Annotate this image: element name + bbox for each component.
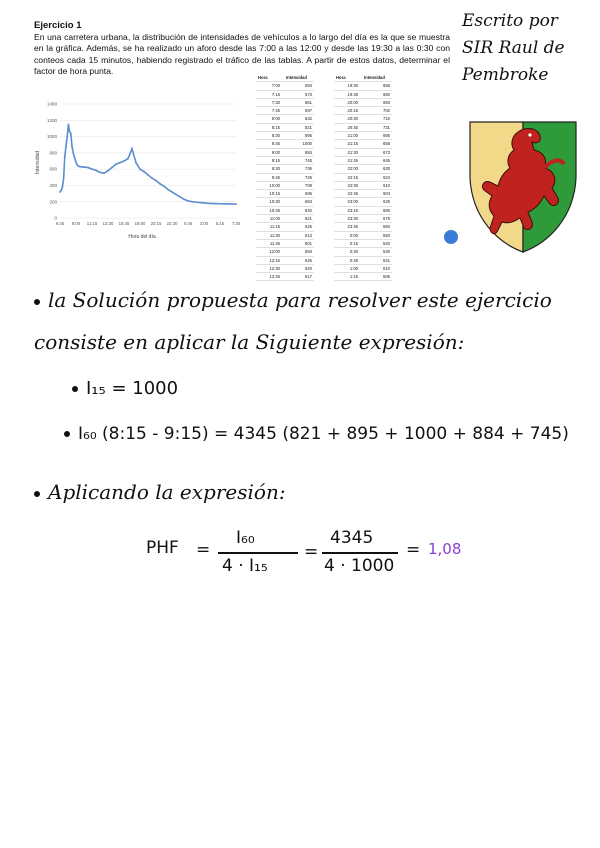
- table-header-row: [334, 74, 392, 82]
- bullet-dot-icon: [34, 491, 40, 497]
- chart-point: [64, 155, 66, 157]
- table-row: [256, 123, 314, 131]
- table-cell-intensidad: 695: [305, 191, 312, 197]
- table-cell-hora: 20:45: [347, 124, 358, 130]
- table-cell-intensidad: 736: [305, 166, 312, 172]
- table-row: [256, 181, 314, 189]
- table-row: [334, 206, 392, 214]
- table-row: [256, 156, 314, 164]
- table-row: [334, 223, 392, 231]
- table-cell-hora: 9:30: [271, 166, 280, 172]
- chart-point: [95, 169, 97, 171]
- table-cell-intensidad: 725: [305, 174, 312, 180]
- table-cell-hora: 20:30: [347, 116, 358, 122]
- table-row: [334, 239, 392, 247]
- table-cell-intensidad: 663: [305, 199, 312, 205]
- solution-intro-line-1: [34, 288, 552, 312]
- table-row: [256, 256, 314, 264]
- table-header-hora: Hora: [336, 75, 346, 80]
- table-cell-intensidad: 745: [305, 157, 312, 163]
- table-cell-intensidad: 601: [305, 240, 312, 246]
- table-cell-intensidad: 561: [305, 99, 312, 105]
- table-row: [256, 115, 314, 123]
- chart-point: [147, 174, 149, 176]
- chart-x-tick-label: 13:30: [102, 221, 114, 226]
- chart-x-tick-label: 18:00: [134, 221, 146, 226]
- table-row: [334, 90, 392, 98]
- table-cell-hora: 12:30: [269, 265, 280, 271]
- chart-point: [199, 202, 201, 204]
- table-cell-hora: 9:45: [271, 174, 280, 180]
- chart-x-label: Hora del día: [128, 234, 156, 240]
- chart-y-tick-label: 1400: [46, 101, 57, 107]
- chart-point: [69, 131, 71, 133]
- chart-point: [155, 180, 157, 182]
- chart-point: [151, 177, 153, 179]
- chart-point: [227, 203, 229, 205]
- table-row: [256, 223, 314, 231]
- table-row: [334, 273, 392, 281]
- chart-point: [235, 203, 237, 205]
- table-cell-hora: 10:30: [269, 199, 280, 205]
- chart-point: [123, 160, 125, 162]
- chart-x-tick-label: 22:30: [166, 221, 178, 226]
- table-cell-hora: 7:45: [271, 108, 280, 114]
- equation-i60-text: I₆₀ (8:15 - 9:15) = 4345 (821 + 895 + 1000 + 884 + 745): [78, 424, 569, 444]
- chart-point: [63, 178, 65, 180]
- table-row: [256, 198, 314, 206]
- chart-point: [107, 170, 109, 172]
- exercise-text: En una carretera urbana, la distribución de intensidades de vehículos a lo largo del día es la que se muestra en la gráfica. Además, se ha realizado un aforo desde las 7:00 a las 12:00 y desde las 19:30 a las 0:30 con conteos cada 15 minutos, habiendo registrado el tráfico de las tablas. A partir de estos datos, determinar el factor de hora punta.: [34, 32, 450, 77]
- table-row: [256, 165, 314, 173]
- table-row: [334, 256, 392, 264]
- table-cell-hora: 9:00: [271, 149, 280, 155]
- table-row: [334, 132, 392, 140]
- chart-y-tick-label: 600: [49, 166, 57, 172]
- table-row: [256, 239, 314, 247]
- table-cell-hora: 21:15: [347, 141, 358, 147]
- chart-y-label: Intensidad: [35, 150, 41, 174]
- chart-point: [183, 198, 185, 200]
- chart-point: [175, 193, 177, 195]
- phf-result: 1,08: [428, 540, 462, 558]
- table-cell-hora: 12:00: [269, 249, 280, 255]
- chart-point: [59, 191, 61, 193]
- table-row: [334, 198, 392, 206]
- chart-point: [211, 203, 213, 205]
- table-cell-intensidad: 530: [383, 249, 390, 255]
- coat-of-arms-shield-icon: [468, 118, 578, 254]
- applying-expression-text: Aplicando la expresión:: [48, 480, 286, 504]
- table-cell-hora: 9:15: [271, 157, 280, 163]
- chart-x-tick-label: 9:00: [71, 221, 81, 226]
- table-cell-intensidad: 617: [305, 274, 312, 280]
- table-cell-intensidad: 604: [383, 191, 390, 197]
- table-row: [334, 148, 392, 156]
- chart-point: [223, 203, 225, 205]
- table-row: [334, 181, 392, 189]
- table-cell-hora: 20:00: [347, 99, 358, 105]
- table-cell-intensidad: 560: [383, 224, 390, 230]
- table-cell-hora: 21:30: [347, 149, 358, 155]
- chart-point: [207, 202, 209, 204]
- table-cell-hora: 7:30: [271, 99, 280, 105]
- chart-x-tick-label: 7:30: [231, 221, 241, 226]
- chart-point: [187, 200, 189, 202]
- table-cell-intensidad: 540: [383, 240, 390, 246]
- table-row: [334, 215, 392, 223]
- table-cell-intensidad: 658: [383, 141, 390, 147]
- table-cell-intensidad: 521: [383, 257, 390, 263]
- chart-point: [87, 167, 89, 169]
- solution-intro-line-2: consiste en aplicar la Siguiente expresión:: [34, 330, 465, 354]
- table-cell-intensidad: 685: [383, 133, 390, 139]
- equation-i60: [64, 424, 569, 444]
- table-cell-intensidad: 610: [383, 182, 390, 188]
- table-cell-intensidad: 821: [305, 124, 312, 130]
- chart-point: [66, 136, 68, 138]
- table-cell-hora: 22:30: [347, 182, 358, 188]
- table-cell-intensidad: 510: [383, 265, 390, 271]
- table-cell-hora: 10:00: [269, 182, 280, 188]
- fraction1-numerator: I₆₀: [236, 528, 255, 548]
- table-cell-hora: 0:45: [349, 257, 358, 263]
- chart-point: [195, 201, 197, 203]
- table-row: [256, 140, 314, 148]
- table-row: [256, 107, 314, 115]
- chart-point: [219, 203, 221, 205]
- table-cell-hora: 19:30: [347, 83, 358, 89]
- chart-y-tick-label: 400: [49, 183, 57, 189]
- table-cell-hora: 11:15: [269, 224, 280, 230]
- fraction1-denominator: 4 · I₁₅: [222, 556, 268, 576]
- chart-point: [83, 166, 85, 168]
- table-cell-hora: 23:15: [347, 207, 358, 213]
- chart-point: [163, 185, 165, 187]
- chart-x-tick-label: 0:45: [183, 221, 193, 226]
- table-cell-intensidad: 884: [305, 149, 312, 155]
- table-cell-hora: 10:15: [269, 191, 280, 197]
- table-row: [256, 148, 314, 156]
- chart-point: [79, 166, 81, 168]
- table-row: [256, 206, 314, 214]
- equals-sign: =: [304, 542, 319, 562]
- table-cell-intensidad: 620: [305, 265, 312, 271]
- table-cell-intensidad: 673: [383, 149, 390, 155]
- chart-point: [91, 168, 93, 170]
- table-cell-intensidad: 621: [305, 216, 312, 222]
- applying-expression-line: [34, 480, 286, 504]
- table-cell-intensidad: 550: [383, 232, 390, 238]
- intensity-chart: [34, 98, 242, 240]
- equation-i15: [72, 378, 178, 399]
- table-cell-hora: 0:15: [349, 240, 358, 246]
- table-cell-hora: 8:00: [271, 116, 280, 122]
- fraction2-denominator: 4 · 1000: [324, 556, 395, 576]
- chart-x-tick-label: 5:15: [215, 221, 225, 226]
- table-cell-hora: 21:00: [347, 133, 358, 139]
- table-row: [256, 215, 314, 223]
- chart-point: [70, 132, 72, 134]
- exercise-title: Ejercicio 1: [34, 20, 82, 31]
- table-cell-hora: 23:00: [347, 199, 358, 205]
- chart-point: [131, 148, 133, 150]
- table-cell-intensidad: 708: [305, 182, 312, 188]
- table-row: [256, 82, 314, 90]
- table-cell-hora: 8:45: [271, 141, 280, 147]
- chart-point: [115, 163, 117, 165]
- table-row: [256, 90, 314, 98]
- table-row: [256, 231, 314, 239]
- table-cell-hora: 0:30: [349, 249, 358, 255]
- table-cell-hora: 11:30: [269, 232, 280, 238]
- table-cell-hora: 19:45: [347, 91, 358, 97]
- blue-marker-dot: [444, 230, 458, 244]
- chart-y-tick-label: 1200: [46, 117, 57, 123]
- table-row: [334, 173, 392, 181]
- table-cell-hora: 22:45: [347, 191, 358, 197]
- chart-point: [74, 156, 76, 158]
- chart-point: [103, 172, 105, 174]
- chart-point: [143, 171, 145, 173]
- table-header-row: [256, 74, 314, 82]
- chart-point: [127, 158, 129, 160]
- table-row: [334, 115, 392, 123]
- chart-point: [139, 168, 141, 170]
- table-row: [256, 248, 314, 256]
- table-cell-intensidad: 645: [383, 157, 390, 163]
- table-cell-hora: 8:15: [271, 124, 280, 130]
- fraction2-bar: [322, 552, 398, 554]
- table-cell-hora: 21:45: [347, 157, 358, 163]
- fraction1-bar: [218, 552, 298, 554]
- chart-point: [203, 202, 205, 204]
- table-cell-intensidad: 505: [383, 274, 390, 280]
- fraction2-numerator: 4345: [330, 528, 374, 548]
- table-cell-hora: 10:45: [269, 207, 280, 213]
- chart-grid: [60, 104, 236, 218]
- table-cell-hora: 1:15: [349, 274, 358, 280]
- table-cell-hora: 23:30: [347, 216, 358, 222]
- table-cell-intensidad: 625: [383, 199, 390, 205]
- table-cell-intensidad: 593: [305, 249, 312, 255]
- chart-y-tick-label: 800: [49, 150, 57, 156]
- table-cell-intensidad: 702: [383, 108, 390, 114]
- table-cell-intensidad: 625: [305, 224, 312, 230]
- table-cell-intensidad: 625: [305, 257, 312, 263]
- table-cell-intensidad: 630: [383, 166, 390, 172]
- table-cell-hora: 12:15: [269, 257, 280, 263]
- table-cell-intensidad: 613: [305, 232, 312, 238]
- chart-point: [65, 145, 67, 147]
- table-cell-intensidad: 693: [383, 99, 390, 105]
- exercise-block: [34, 20, 450, 78]
- table-cell-hora: 22:15: [347, 174, 358, 180]
- chart-series: [59, 123, 237, 205]
- chart-x-tick-label: 3:00: [199, 221, 209, 226]
- table-row: [334, 165, 392, 173]
- table-row: [256, 98, 314, 106]
- table-cell-hora: 23:45: [347, 224, 358, 230]
- chart-x-tick-label: 11:15: [86, 221, 98, 226]
- table-cell-intensidad: 575: [383, 216, 390, 222]
- table-row: [256, 273, 314, 281]
- equals-sign: =: [196, 540, 211, 560]
- chart-y-tick-label: 1000: [46, 134, 57, 140]
- table-cell-intensidad: 624: [383, 174, 390, 180]
- table-row: [256, 190, 314, 198]
- chart-point: [75, 160, 77, 162]
- bullet-dot-icon: [64, 431, 70, 437]
- table-cell-intensidad: 655: [383, 83, 390, 89]
- table-cell-hora: 1:00: [349, 265, 358, 271]
- chart-point: [99, 172, 101, 174]
- chart-point: [171, 191, 173, 193]
- chart-point: [159, 183, 161, 185]
- table-cell-intensidad: 585: [383, 207, 390, 213]
- table-header-hora: Hora: [258, 75, 268, 80]
- chart-point: [179, 196, 181, 198]
- table-cell-hora: 7:00: [271, 83, 280, 89]
- chart-point: [135, 162, 137, 164]
- table-row: [256, 132, 314, 140]
- chart-point: [167, 189, 169, 191]
- author-note: Escrito por SIR Raul de Pembroke: [462, 11, 565, 85]
- table-header-intensidad: Intensidad: [286, 75, 307, 80]
- chart-point: [60, 189, 62, 191]
- chart-x-ticks: [56, 221, 241, 226]
- equals-sign: =: [406, 540, 421, 560]
- table-row: [256, 173, 314, 181]
- table-row: [334, 156, 392, 164]
- table-cell-hora: 20:15: [347, 108, 358, 114]
- table-header-intensidad: Intensidad: [364, 75, 385, 80]
- chart-point: [62, 186, 64, 188]
- table-row: [334, 82, 392, 90]
- chart-x-tick-label: 20:15: [150, 221, 162, 226]
- chart-point: [68, 123, 70, 125]
- chart-point: [191, 201, 193, 203]
- table-row: [334, 264, 392, 272]
- chart-point: [72, 152, 74, 154]
- table-cell-hora: 7:15: [271, 91, 280, 97]
- table-row: [334, 107, 392, 115]
- table-row: [256, 264, 314, 272]
- chart-y-tick-label: 200: [49, 199, 57, 205]
- chart-point: [119, 162, 121, 164]
- chart-y-ticks: [47, 102, 58, 221]
- table-cell-hora: 12:45: [269, 274, 280, 280]
- table-row: [334, 190, 392, 198]
- table-cell-hora: 8:30: [271, 133, 280, 139]
- table-cell-intensidad: 597: [305, 108, 312, 114]
- chart-point: [76, 163, 78, 165]
- chart-point: [111, 167, 113, 169]
- table-cell-hora: 11:45: [269, 240, 280, 246]
- chart-point: [77, 165, 79, 167]
- equation-i15-text: I₁₅ = 1000: [86, 378, 179, 399]
- chart-x-tick-label: 6:45: [55, 221, 65, 226]
- table-cell-hora: 22:00: [347, 166, 358, 172]
- table-row: [334, 231, 392, 239]
- table-cell-intensidad: 715: [383, 116, 390, 122]
- traffic-table-morning: [256, 74, 314, 281]
- chart-y-tick-label: 0: [54, 215, 57, 221]
- table-row: [334, 140, 392, 148]
- table-cell-intensidad: 573: [305, 91, 312, 97]
- table-row: [334, 98, 392, 106]
- table-row: [334, 248, 392, 256]
- chart-x-tick-label: 15:45: [118, 221, 130, 226]
- bullet-dot-icon: [34, 299, 40, 305]
- table-cell-intensidad: 1000: [302, 141, 312, 147]
- table-cell-hora: 0:00: [349, 232, 358, 238]
- chart-point: [231, 203, 233, 205]
- table-cell-intensidad: 731: [383, 124, 390, 130]
- chart-point: [215, 203, 217, 205]
- table-cell-hora: 11:00: [269, 216, 280, 222]
- table-cell-intensidad: 660: [383, 91, 390, 97]
- table-cell-intensidad: 632: [305, 116, 312, 122]
- table-row: [334, 123, 392, 131]
- table-cell-intensidad: 895: [305, 133, 312, 139]
- phf-label: PHF: [146, 538, 179, 558]
- table-cell-intensidad: 640: [305, 207, 312, 213]
- chart-point: [71, 145, 73, 147]
- traffic-table-evening: [334, 74, 392, 281]
- solution-intro-text-1: la Solución propuesta para resolver este ejercicio: [48, 288, 552, 312]
- table-cell-intensidad: 594: [305, 83, 312, 89]
- bullet-dot-icon: [72, 386, 78, 392]
